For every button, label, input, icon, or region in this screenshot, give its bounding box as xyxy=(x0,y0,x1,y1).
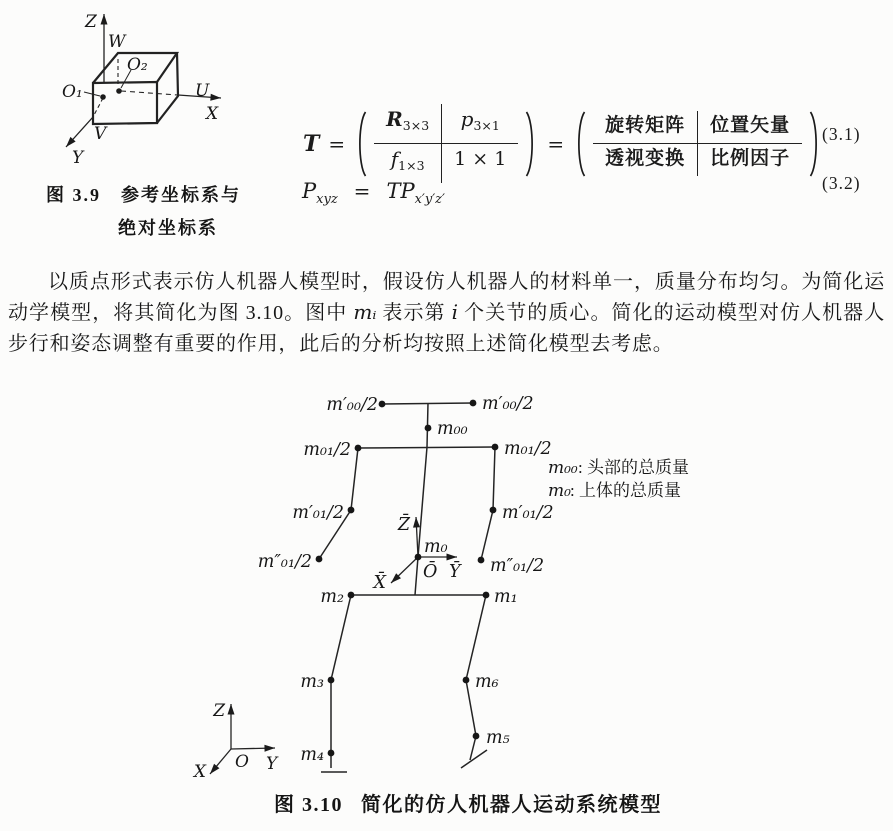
figure-3-10-title: 简化的仿人机器人运动系统模型 xyxy=(361,794,662,816)
legend-m0-text: : 上体的总质量 xyxy=(570,481,681,500)
matrix-f: f xyxy=(390,147,399,171)
label-hand-left: m″₀₁/2 xyxy=(257,552,312,572)
label-shoulder-left: m₀₁/2 xyxy=(303,440,351,460)
label-m00: m₀₀ xyxy=(437,419,468,439)
eq1-equals: = xyxy=(328,131,346,156)
frame-label-z: Z xyxy=(213,701,225,721)
figure-3-9-caption xyxy=(46,181,241,240)
label-m4: m₄ xyxy=(300,745,324,765)
label-xbar-axis: X̄ xyxy=(373,573,386,593)
equation-number-3-2: (3.2) xyxy=(822,173,861,193)
matrix-p: p xyxy=(460,107,474,131)
block-matrix-chinese xyxy=(593,111,802,176)
axis-label-y: Y xyxy=(72,148,84,168)
label-zbar-axis: Z̄ xyxy=(397,515,410,535)
point-label-u: U xyxy=(195,81,210,101)
point-label-o2: O₂ xyxy=(127,55,148,75)
equation-number-3-1: (3.1) xyxy=(822,124,861,144)
equation-3-1 xyxy=(303,104,822,183)
legend-m0-symbol: m₀ xyxy=(548,481,571,501)
label-hand-right: m″₀₁/2 xyxy=(490,556,545,576)
label-shoulder-right: m₀₁/2 xyxy=(504,439,552,459)
eq2-equals: = xyxy=(353,179,371,203)
label-m1: m₁ xyxy=(494,587,518,607)
axis-label-z: Z xyxy=(85,12,97,32)
matrix-rotation: 旋转矩阵 xyxy=(593,111,698,144)
figure-3-9-tag: 图 3.9 xyxy=(46,185,101,205)
figure-3-9-title-line2: 绝对坐标系 xyxy=(118,218,218,238)
frame-label-y: Y xyxy=(266,754,278,774)
label-m6: m₆ xyxy=(475,672,499,692)
origin-o1-dot xyxy=(100,94,106,100)
label-m2: m₂ xyxy=(320,587,344,607)
point-label-v: V xyxy=(94,124,107,144)
equation-3-2: $P_{xyz}$ = $TP_{x'y'z'}$ xyxy=(302,179,445,207)
figure-3-10-caption xyxy=(180,788,756,817)
matrix-r: R xyxy=(386,107,403,131)
label-ybar-axis: Ȳ xyxy=(449,562,461,582)
label-head-right: m′₀₀/2 xyxy=(482,394,534,414)
legend-m00-symbol: m₀₀ xyxy=(548,458,578,478)
label-m3: m₃ xyxy=(300,672,324,692)
paren-close xyxy=(525,110,538,178)
figure-3-10-diagram xyxy=(140,386,810,788)
figure-3-10-tag: 图 3.10 xyxy=(274,794,343,816)
figure-3-9-title: 参考坐标系与 xyxy=(121,185,241,205)
inline-math-mi: mᵢ xyxy=(353,300,377,325)
label-elbow-left: m′₀₁/2 xyxy=(292,503,344,523)
body-paragraph: 以质点形式表示仿人机器人模型时，假设仿人机器人的材料单一，质量分布均匀。为简化运动学模型，将其简化为图 3.10。图中 mᵢ 表示第 i 个关节的质心。简化的运动模型对仿人机器人步行和姿态调整有重要的作用，此后的分析均按照上述简化模型去考虑。 xyxy=(8,271,886,355)
matrix-position: 位置矢量 xyxy=(698,111,802,144)
frame-label-o: O xyxy=(235,752,249,772)
axis-label-x: X xyxy=(206,104,219,124)
legend-m00-text: : 头部的总质量 xyxy=(578,458,689,477)
inline-math-i: i xyxy=(451,300,459,325)
paren-open xyxy=(573,110,586,178)
point-label-w: W xyxy=(108,32,126,52)
frame-label-x: X xyxy=(193,762,206,782)
label-m0: m₀ xyxy=(424,537,448,557)
paren-open xyxy=(354,110,367,178)
eq1-lhs: T xyxy=(303,130,320,157)
matrix-scale: 比例因子 xyxy=(710,148,791,169)
label-obar-origin: Ō xyxy=(423,562,438,582)
eq2-rhs: TP xyxy=(386,179,415,203)
origin-o2-dot xyxy=(116,88,122,94)
matrix-one: 1 × 1 xyxy=(454,148,507,170)
block-matrix-symbols: $R_{3\times 3}$ $p_{3\times 1}$ $f_{1\times 3}$ 1 × 1 xyxy=(374,104,518,183)
paren-close xyxy=(809,110,822,178)
eq2-lhs: P xyxy=(302,179,317,203)
eq1-equals-2: = xyxy=(547,131,565,156)
label-m5: m₅ xyxy=(486,728,510,748)
matrix-perspective: 透视变换 xyxy=(593,144,698,176)
point-label-o1: O₁ xyxy=(62,82,83,102)
label-elbow-right: m′₀₁/2 xyxy=(502,503,554,523)
figure-3-9-diagram xyxy=(0,0,250,175)
label-head-left: m′₀₀/2 xyxy=(326,395,378,415)
